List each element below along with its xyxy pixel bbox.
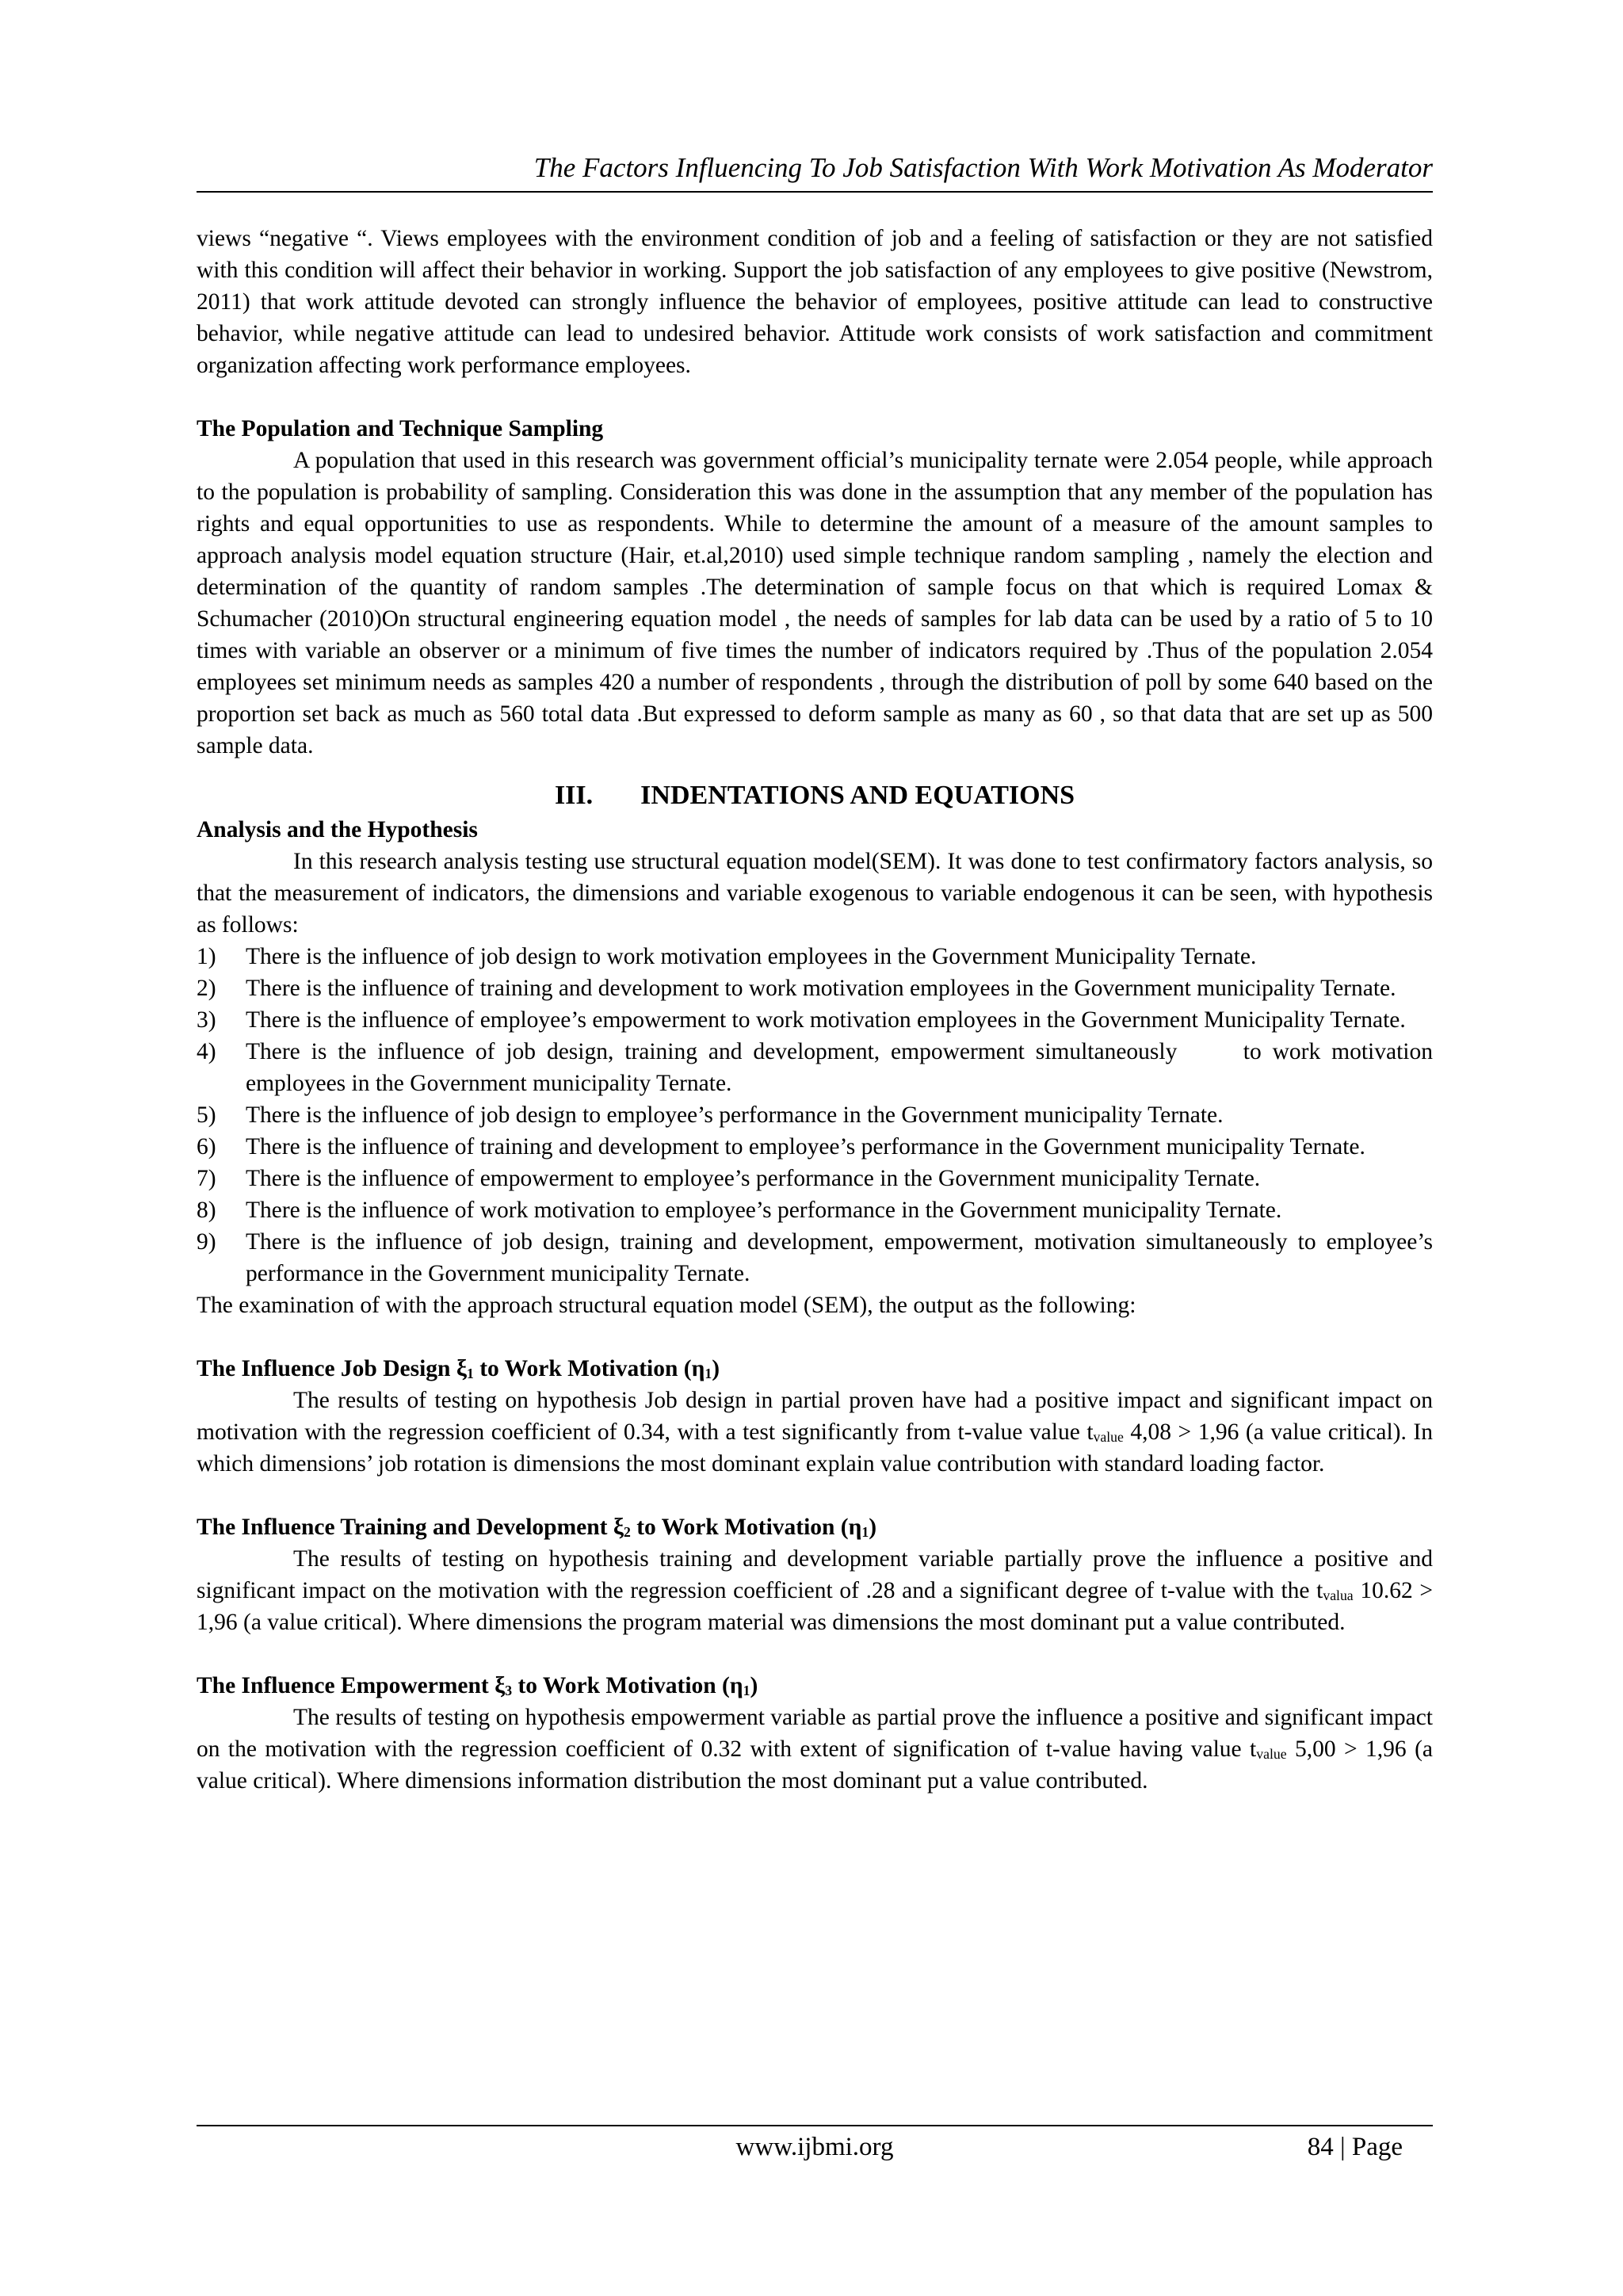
list-item-text: There is the influence of empowerment to employee’s performance in the Government municipality Ternate. [246, 1166, 1261, 1191]
list-item-text: There is the influence of job design to employee’s performance in the Government municipality Ternate. [246, 1102, 1224, 1128]
header-rule [197, 191, 1433, 193]
list-item-text: There is the influence of job design to work motivation employees in the Government Municipality Ternate. [246, 944, 1257, 969]
list-item [197, 941, 1433, 972]
hypothesis-list [197, 941, 1439, 1289]
footer-rule [197, 2125, 1433, 2126]
result-heading-empowerment: The Influence Empowerment $\xi_3$ to Work Motivation $(\eta_1)$ [197, 1673, 758, 1698]
population-heading: The Population and Technique Sampling [197, 416, 604, 441]
list-item-text: There is the influence of work motivation to employee’s performance in the Government municipality Ternate. [246, 1198, 1282, 1223]
list-item-text: There is the influence of training and development to employee’s performance in the Government municipality Ternate. [246, 1134, 1365, 1159]
result-paragraph-training: The results of testing on hypothesis training and development variable partially prove the influence a positive and significant impact on the motivation with the regression coefficient of .28 and a significant degree of t-value with the $t_{valua}$ 10.62 > 1,96 (a value critical). Where dimensions the program material was dimensions the most dominant put a value contributed. [197, 1546, 1433, 1635]
list-marker: 8) [197, 1198, 216, 1223]
result-heading-job-design: The Influence Job Design $\xi_1$ to Work Motivation $(\eta_1)$ [197, 1356, 720, 1381]
list-item [197, 1131, 1433, 1163]
list-item [197, 1099, 1433, 1131]
result-heading-training: The Influence Training and Development $\xi_2$ to Work Motivation $(\eta_1)$ [197, 1515, 877, 1540]
list-item-text: There is the influence of employee’s empowerment to work motivation employees in the Government Municipality Ternate. [246, 1007, 1406, 1033]
intro-paragraph: views “negative “. Views employees with the environment condition of job and a feeling of satisfaction or they are not satisfied with this condition will affect their behavior in working. Support the job satisfaction of any employees to give positive (Newstrom, 2011) that work attitude devoted can strongly influence the behavior of employees, positive attitude can lead to constructive behavior, while negative attitude can lead to undesired behavior. Attitude work consists of work satisfaction and commitment organization affecting work performance employees. [197, 226, 1433, 378]
analysis-paragraph: In this research analysis testing use structural equation model(SEM). It was done to test confirmatory factors analysis, so that the measurement of indicators, the dimensions and variable exogenous to variable endogenous it can be seen, with hypothesis as follows: [197, 849, 1433, 938]
list-marker: 4) [197, 1039, 216, 1064]
list-item-text: There is the influence of job design, training and development, empowerment, motivation simultaneously to employee’s performance in the Government municipality Ternate. [246, 1229, 1433, 1286]
list-marker: 3) [197, 1007, 216, 1033]
result-paragraph-empowerment: The results of testing on hypothesis empowerment variable as partial prove the influence a positive and significant impact on the motivation with the regression coefficient of 0.32 with extent of signification of t-value having value $t_{value}$ 5,00 > 1,96 (a value critical). Where dimensions information distribution the most dominant put a value contributed. [197, 1705, 1434, 1794]
list-item-text: There is the influence of job design, training and development, empowerment simultaneously to work motivation employees in the Government municipality Ternate. [246, 1039, 1439, 1096]
analysis-heading: Analysis and the Hypothesis [197, 817, 478, 842]
list-item [197, 972, 1433, 1004]
list-marker: 1) [197, 944, 216, 969]
list-marker: 2) [197, 976, 216, 1001]
running-header: The Factors Influencing To Job Satisfaction With Work Motivation As Moderator [533, 152, 1433, 183]
list-marker: 6) [197, 1134, 216, 1159]
section-title: INDENTATIONS AND EQUATIONS [640, 781, 1075, 810]
list-item-text: There is the influence of training and development to work motivation employees in the Government municipality Ternate. [246, 976, 1396, 1001]
section-heading [197, 777, 1433, 814]
sem-intro-paragraph: The examination of with the approach structural equation model (SEM), the output as the following: [197, 1293, 1136, 1318]
page-number: 84 | Page [1307, 2133, 1403, 2161]
footer-website: www.ijbmi.org [735, 2133, 894, 2161]
list-item [197, 1004, 1433, 1036]
section-number: III. [554, 781, 594, 810]
list-item [197, 1036, 1439, 1099]
list-marker: 5) [197, 1102, 216, 1128]
result-paragraph-job-design: The results of testing on hypothesis Job design in partial proven have had a positive impact and significant impact on motivation with the regression coefficient of 0.34, with a test significantly from t-value value $t_{value}$ 4,08 > 1,96 (a value critical). In which dimensions’ job rotation is dimensions the most dominant explain value contribution with standard loading factor. [197, 1388, 1433, 1477]
list-marker: 7) [197, 1166, 216, 1191]
list-item [197, 1194, 1433, 1226]
page-body [197, 223, 1439, 1797]
list-item [197, 1226, 1433, 1289]
list-marker: 9) [197, 1229, 216, 1255]
list-item [197, 1163, 1433, 1194]
population-paragraph: A population that used in this research was government official’s municipality ternate were 2.054 people, while approach to the population is probability of sampling. Consideration this was done in the assumption that any member of the population has rights and equal opportunities to use as respondents. While to determine the amount of a measure of the amount samples to approach analysis model equation structure (Hair, et.al,2010) used simple technique random sampling , namely the election and determination of the quantity of random samples .The determination of sample focus on that which is required Lomax & Schumacher (2010)On structural engineering equation model , the needs of samples for lab data can be used by a ratio of 5 to 10 times with variable an observer or a minimum of five times the number of indicators required by .Thus of the population 2.054 employees set minimum needs as samples 420 a number of respondents , through the distribution of poll by some 640 based on the proportion set back as much as 560 total data .But expressed to deform sample as many as 60 , so that data that are set up as 500 sample data. [197, 448, 1433, 758]
